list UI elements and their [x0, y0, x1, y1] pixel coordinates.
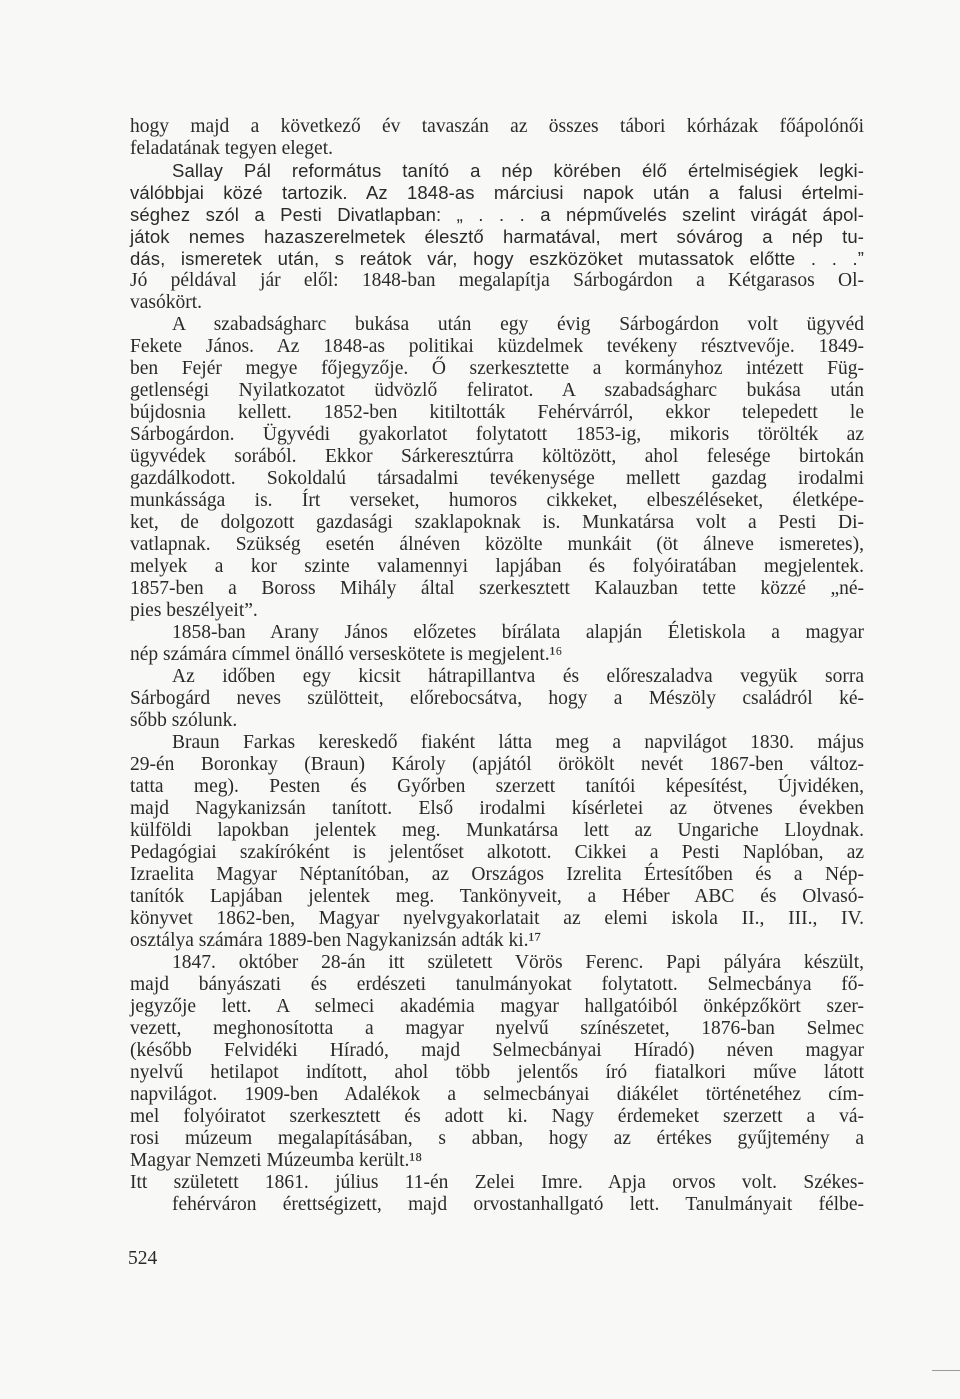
text-line: majd bányászati és erdészeti tanulmányokat folytatott. Selmecbánya fő- [130, 974, 864, 995]
text-line: külföldi lapokban jelentek meg. Munkatársa lett az Ungariche Lloydnak. [130, 820, 864, 841]
text-line: munkássága is. Írt verseket, humoros cikkeket, elbeszéléseket, életképe- [130, 490, 864, 511]
text-line: Sallay Pál református tanító a nép körében élő értelmiségiek legki- [172, 160, 864, 181]
text-line: gazdálkodott. Sokoldalú társadalmi tevékenysége mellett gazdag irodalmi [130, 468, 864, 489]
text-line: tanítók Lapjában jelentek meg. Tankönyveit, a Héber ABC és Olvasó- [130, 886, 864, 907]
text-line: osztálya számára 1889-ben Nagykanizsán adták ki.¹⁷ [130, 930, 542, 951]
text-line: vasókört. [130, 292, 203, 313]
text-line: Magyar Nemzeti Múzeumba került.¹⁸ [130, 1150, 423, 1171]
text-line: 1847. október 28-án itt született Vörös Ferenc. Papi pályára készült, [172, 952, 864, 973]
text-line: Sárbogárdon. Ügyvédi gyakorlatot folytatott 1853-ig, mikoris törölték az [130, 424, 864, 445]
text-line: válóbbjai közé tartozik. Az 1848-as márciusi napok után a falusi értelmi- [130, 182, 864, 203]
text-line: nyelvű hetilapot indított, ahol több jelentős író fiatalkori műve látott [130, 1062, 864, 1083]
text-line: vezett, meghonosította a magyar nyelvű színészetet, 1876-ban Selmec [130, 1018, 864, 1039]
text-line: fehérváron érettségizett, majd orvostanhallgató lett. Tanulmányait félbe- [172, 1194, 864, 1215]
page-number: 524 [128, 1248, 158, 1269]
text-line: Braun Farkas kereskedő fiaként látta meg a napvilágot 1830. május [172, 732, 864, 753]
text-line: feladatának tegyen eleget. [130, 138, 334, 159]
text-line: rosi múzeum megalapításában, s abban, hogy az értékes gyűjtemény a [130, 1128, 864, 1149]
text-line: Sárbogárd neves szülötteit, előrebocsátva, hogy a Mészöly családról ké- [130, 688, 864, 709]
text-line: majd Nagykanizsán tanított. Első irodalmi kísérletei az ötvenes években [130, 798, 864, 819]
text-line: hogy majd a következő év tavaszán az összes tábori kórházak főápolónői [130, 116, 864, 137]
text-line: játok nemes hazaszerelmetek élesztő harmatával, mert sóvárog a nép tu- [130, 226, 864, 247]
text-line: 1858-ban Arany János előzetes bírálata alapján Életiskola a magyar [172, 622, 864, 643]
text-line: nép számára címmel önálló verseskötete is megjelent.¹⁶ [130, 644, 563, 665]
text-line: ket, de dolgozott gazdasági szaklapoknak is. Munkatársa volt a Pesti Di- [130, 512, 864, 533]
text-line: A szabadságharc bukása után egy évig Sárbogárdon volt ügyvéd [172, 314, 864, 335]
text-line: vatlapnak. Szükség esetén álnéven közölte munkáit (öt álneve ismeretes), [130, 534, 864, 555]
text-line: bújdosnia kellett. 1852-ben kitiltották Fehérvárról, ekkor telepedett le [130, 402, 864, 423]
text-line: mel folyóiratot szerkesztett és adott ki. Nagy érdemeket szerzett a vá- [130, 1106, 864, 1127]
scan-edge [932, 1370, 960, 1399]
text-line: tatta meg). Pesten és Győrben szerzett tanítói képesítést, Újvidéken, [130, 776, 864, 797]
text-line: (később Felvidéki Híradó, majd Selmecbányai Híradó) néven magyar [130, 1040, 864, 1061]
text-line: Az időben egy kicsit hátrapillantva és előreszaladva vegyük sorra [172, 666, 864, 687]
text-line: getlenségi Nyilatkozatot üdvözlő feliratot. A szabadságharc bukása után [130, 380, 864, 401]
text-line: Itt született 1861. július 11-én Zelei Imre. Apja orvos volt. Székes- [130, 1172, 864, 1193]
text-line: melyek a kor szinte valamennyi lapjában és folyóiratában megjelentek. [130, 556, 864, 577]
text-line: dás, ismeretek után, s reátok vár, hogy eszközöket mutassatok előtte . . .” [130, 248, 864, 269]
text-line: 29-én Boronkay (Braun) Károly (apjától örökölt nevét 1867-ben változ- [130, 754, 864, 775]
text-line: könyvet 1862-ben, Magyar nyelvgyakorlatait az elemi iskola II., III., IV. [130, 908, 864, 929]
text-line: Jó példával jár elől: 1848-ban megalapítja Sárbogárdon a Kétgarasos Ol- [130, 270, 864, 291]
text-line: Fekete János. Az 1848-as politikai küzdelmek tevékeny résztvevője. 1849- [130, 336, 864, 357]
text-line: jegyzője lett. A selmeci akadémia magyar hallgatóiból önképzőkört szer- [130, 996, 864, 1017]
text-line: napvilágot. 1909-ben Adalékok a selmecbányai diákélet történetéhez cím- [130, 1084, 864, 1105]
text-line: ügyvédek sorából. Ekkor Sárkeresztúrra költözött, ahol felesége birtokán [130, 446, 864, 467]
text-line: séghez szól a Pesti Divatlapban: „ . . . a népművelés szelint virágát ápol- [130, 204, 864, 225]
text-line: Pedagógiai szakíróként is jelentőset alkotott. Cikkei a Pesti Naplóban, az [130, 842, 864, 863]
text-line: ben Fejér megye főjegyzője. Ő szerkesztette a kormányhoz intézett Füg- [130, 358, 864, 379]
text-line: 1857-ben a Boross Mihály által szerkesztett Kalauzban tette közzé „né- [130, 578, 864, 599]
text-line: sőbb szólunk. [130, 710, 238, 731]
text-line: Izraelita Magyar Néptanítóban, az Országos Izrelita Értesítőben és a Nép- [130, 864, 864, 885]
text-line: pies beszélyeit”. [130, 600, 258, 621]
